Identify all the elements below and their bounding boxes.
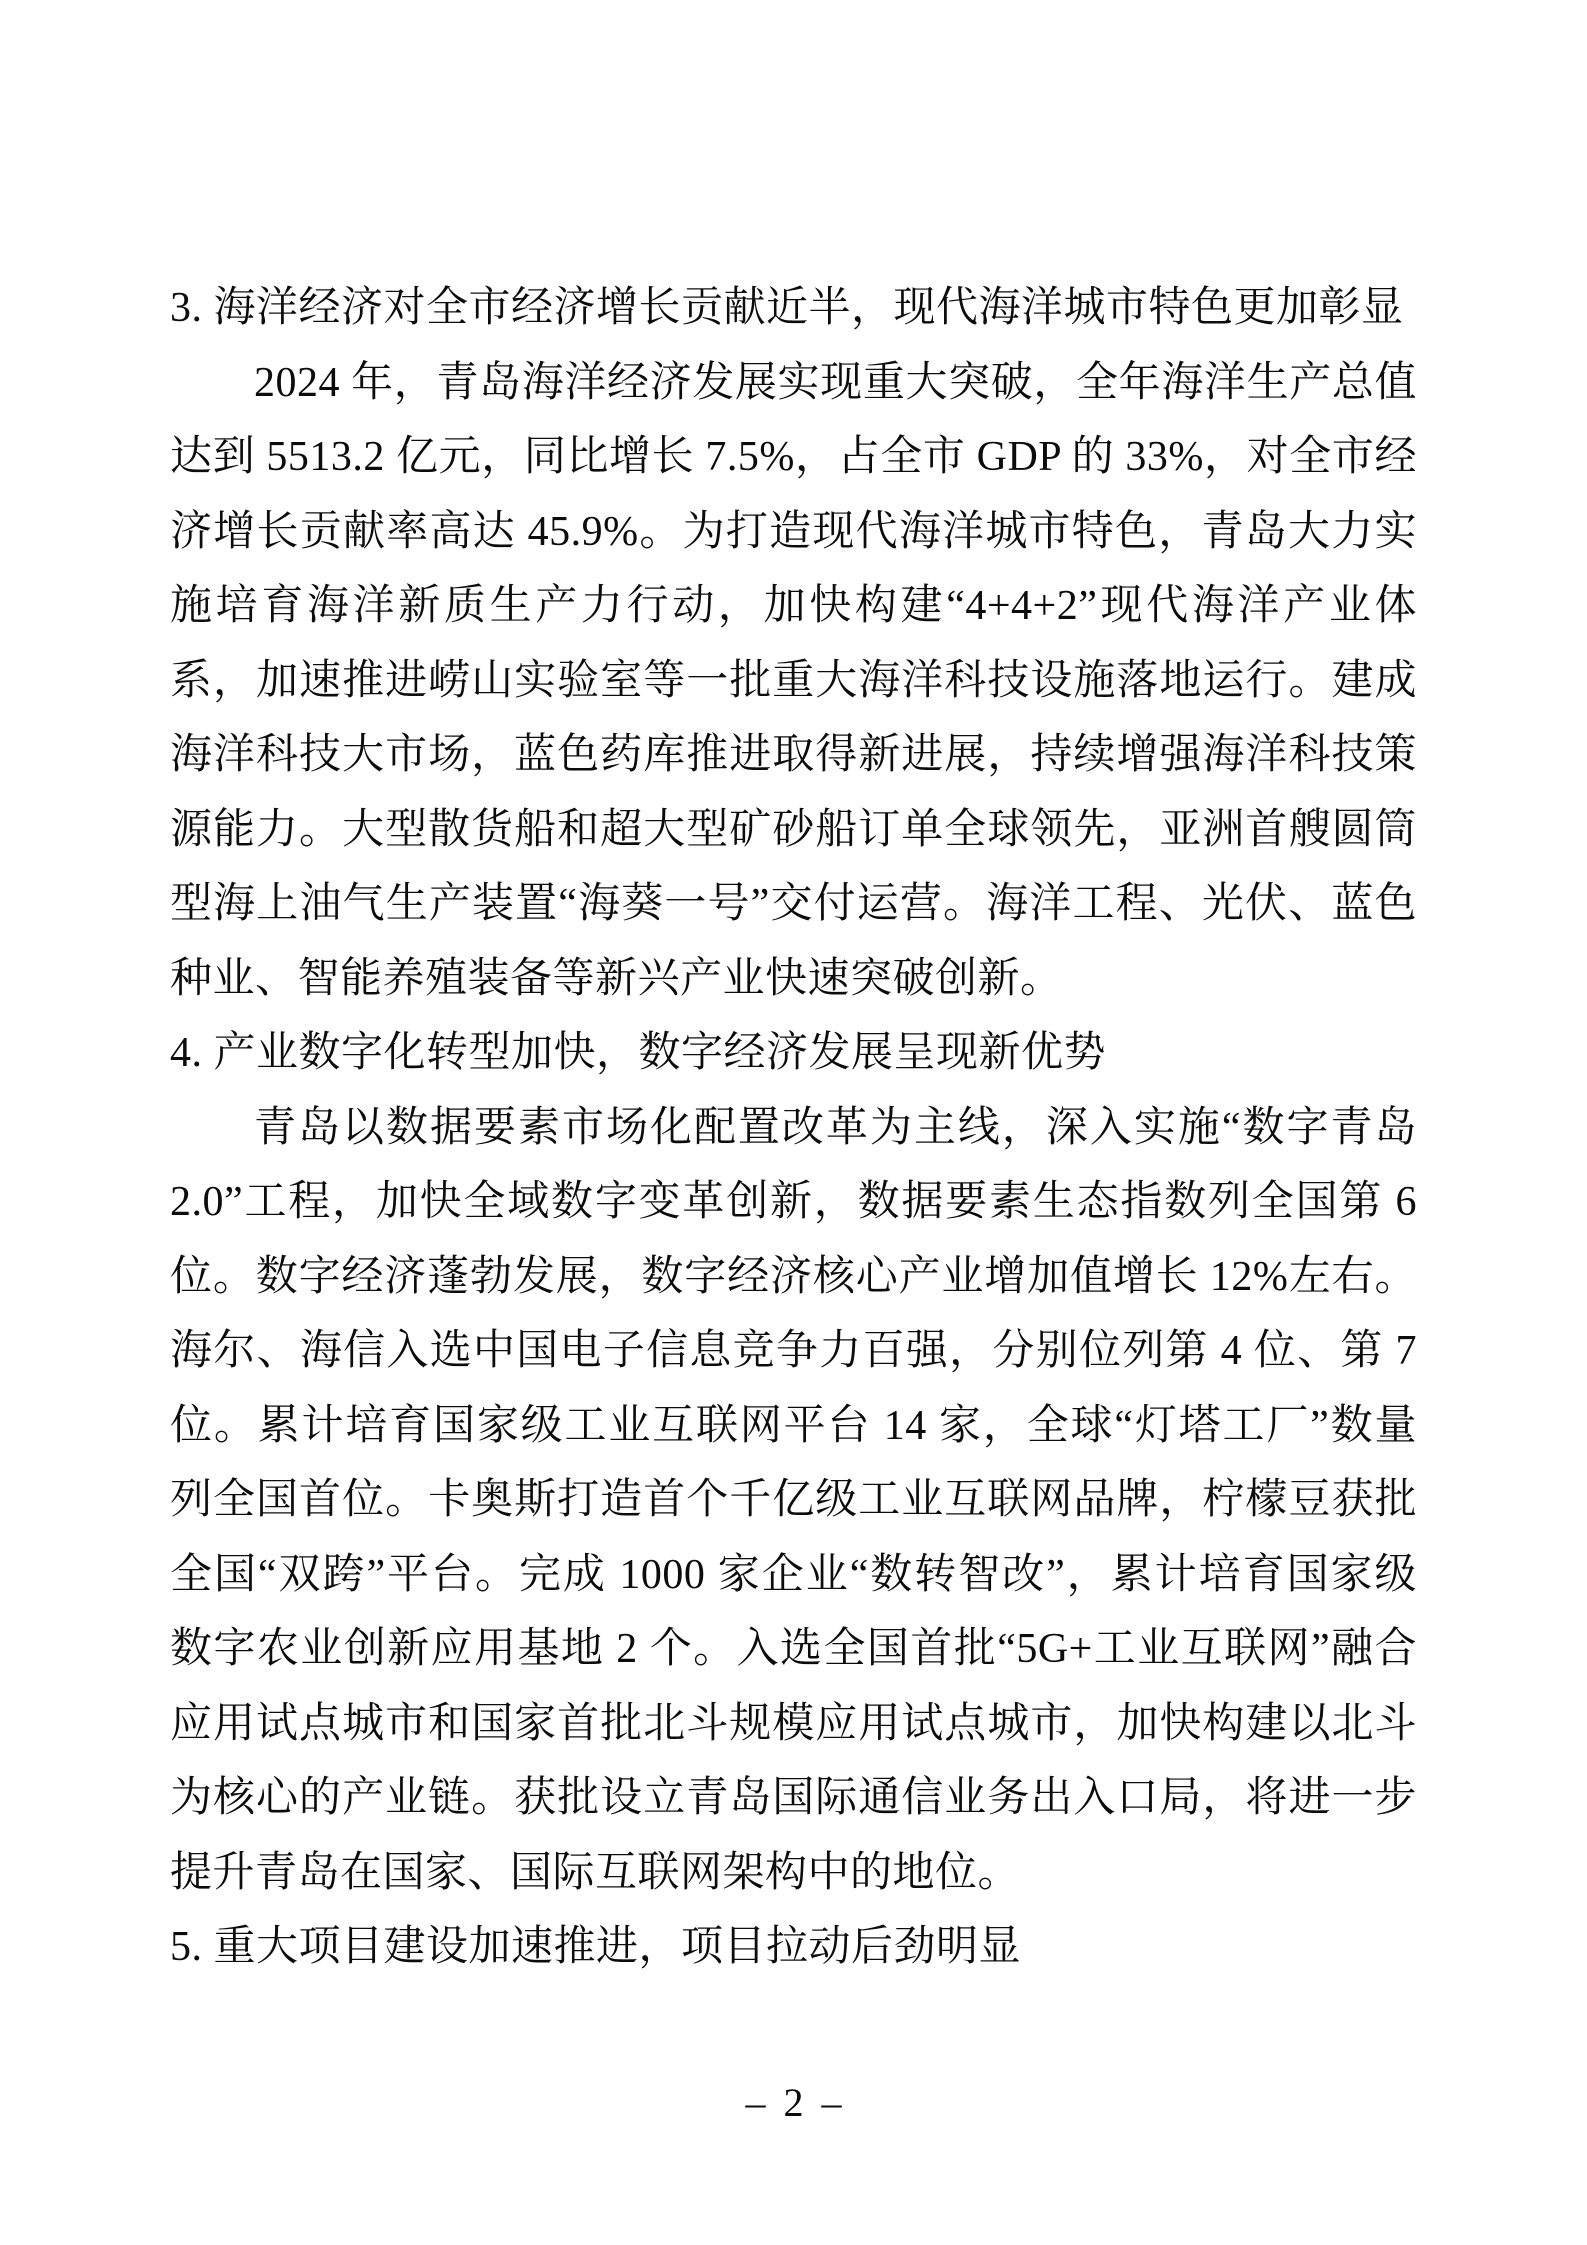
section-3-paragraph: 2024 年，青岛海洋经济发展实现重大突破，全年海洋生产总值达到 5513.2 亿元，同比增长 7.5%，占全市 GDP 的 33%，对全市经济增长贡献率高达 45.9%。为打造现代海洋城市特色，青岛大力实施培育海洋新质生产力行动，加快构建“4+4+2”现代海洋产业体系，加速推进崂山实验室等一批重大海洋科技设施落地运行。建成海洋科技大市场，蓝色药库推进取得新进展，持续增强海洋科技策源能力。大型散货船和超大型矿砂船订单全球领先，亚洲首艘圆筒型海上油气生产装置“海葵一号”交付运营。海洋工程、光伏、蓝色种业、智能养殖装备等新兴产业快速突破创新。: [170, 359, 1417, 1002]
section-4-paragraph: 青岛以数据要素市场化配置改革为主线，深入实施“数字青岛 2.0”工程，加快全域数字变革创新，数据要素生态指数列全国第 6 位。数字经济蓬勃发展，数字经济核心产业增加值增长 12%左右。海尔、海信入选中国电子信息竞争力百强，分别位列第 4 位、第 7 位。累计培育国家级工业互联网平台 14 家，全球“灯塔工厂”数量列全国首位。卡奥斯打造首个千亿级工业互联网品牌，柠檬豆获批全国“双跨”平台。完成 1000 家企业“数转智改”，累计培育国家级数字农业创新应用基地 2 个。入选全国首批“5G+工业互联网”融合应用试点城市和国家首批北斗规模应用试点城市，加快构建以北斗为核心的产业链。获批设立青岛国际通信业务出入口局，将进一步提升青岛在国家、国际互联网架构中的地位。: [170, 1104, 1417, 1896]
section-heading-4: 4. 产业数字化转型加快，数字经济发展呈现新优势: [170, 1030, 1107, 1076]
page-number: – 2 –: [745, 2080, 842, 2125]
document-body: [170, 271, 1417, 1985]
section-heading-5: 5. 重大项目建设加速推进，项目拉动后劲明显: [170, 1924, 1022, 1970]
section-heading-3: 3. 海洋经济对全市经济增长贡献近半，现代海洋城市特色更加彰显: [170, 285, 1404, 331]
